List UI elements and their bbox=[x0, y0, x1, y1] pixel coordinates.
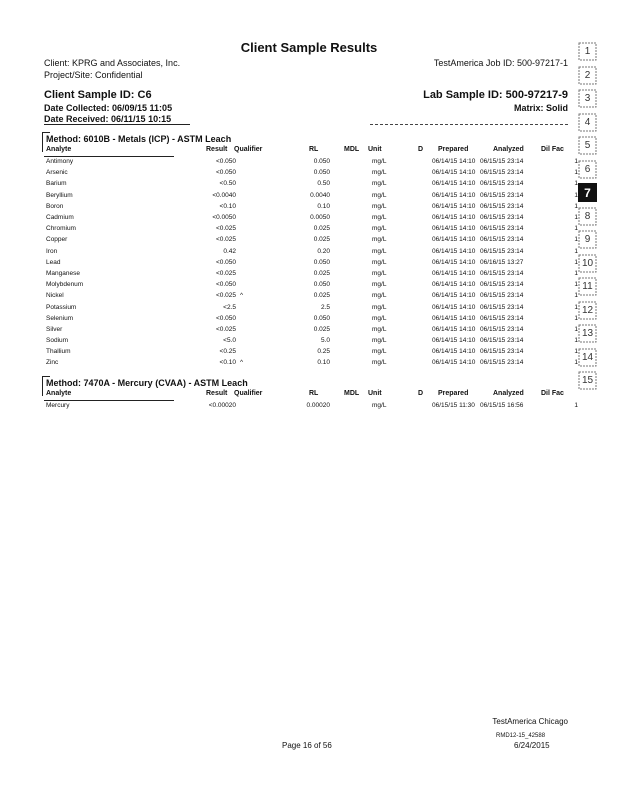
qualifier-cell bbox=[236, 190, 270, 201]
table-row bbox=[44, 346, 578, 357]
table-row bbox=[44, 156, 578, 167]
result-cell: <0.0040 bbox=[212, 191, 236, 199]
rl-cell: 0.025 bbox=[313, 269, 330, 277]
col-qualifier: Qualifier bbox=[234, 146, 263, 153]
dil-fac-cell: 1 bbox=[574, 348, 578, 356]
col-dil-fac: Dil Fac bbox=[541, 146, 564, 153]
mdl-cell bbox=[330, 167, 364, 178]
analyte-cell: Molybdenum bbox=[46, 281, 84, 289]
analyzed-cell: 06/15/15 23:14 bbox=[480, 214, 524, 222]
rl-cell: 2.5 bbox=[320, 303, 330, 311]
analyzed-cell: 06/15/15 23:14 bbox=[480, 225, 524, 233]
analyte-cell: Potassium bbox=[46, 303, 77, 311]
col-prepared: Prepared bbox=[438, 390, 469, 397]
unit-cell: mg/L bbox=[372, 292, 387, 300]
unit-cell: mg/L bbox=[372, 359, 387, 367]
prepared-cell: 06/15/15 11:30 bbox=[432, 402, 475, 410]
mdl-cell bbox=[330, 234, 364, 245]
side-tab-label: 13 bbox=[581, 328, 594, 339]
footer-code: RMD12-15_42588 bbox=[496, 733, 546, 739]
side-tab-6[interactable] bbox=[578, 160, 597, 179]
qualifier-cell bbox=[236, 335, 270, 346]
results-table-mercury bbox=[44, 400, 578, 411]
unit-cell: mg/L bbox=[372, 158, 387, 166]
side-tab-label: 10 bbox=[581, 257, 594, 269]
section-bracket-top bbox=[42, 132, 50, 133]
table-row bbox=[44, 400, 578, 411]
results-table-metals bbox=[44, 156, 578, 369]
analyzed-cell: 06/16/15 13:27 bbox=[480, 258, 524, 266]
table-row bbox=[44, 290, 578, 301]
qualifier-cell bbox=[236, 212, 270, 223]
prepared-cell: 06/14/15 14:10 bbox=[432, 202, 476, 210]
side-tab-label: 1 bbox=[584, 46, 591, 57]
d-cell bbox=[402, 234, 432, 245]
mdl-cell bbox=[330, 156, 364, 167]
table-row bbox=[44, 201, 578, 212]
d-cell bbox=[402, 212, 432, 223]
analyzed-cell: 06/15/15 23:14 bbox=[480, 158, 524, 166]
mdl-cell bbox=[330, 301, 364, 312]
rl-cell: 0.0040 bbox=[310, 191, 330, 199]
col-result: Result bbox=[206, 146, 228, 153]
result-cell: <2.5 bbox=[223, 303, 236, 311]
analyzed-cell: 06/15/15 16:56 bbox=[480, 402, 524, 410]
analyte-cell: Manganese bbox=[46, 269, 80, 277]
unit-cell: mg/L bbox=[372, 325, 387, 333]
d-cell bbox=[402, 167, 432, 178]
side-tab-12[interactable] bbox=[578, 301, 597, 320]
d-cell bbox=[402, 357, 432, 368]
unit-cell: mg/L bbox=[372, 281, 387, 289]
rl-cell: 0.050 bbox=[313, 158, 330, 166]
side-tab-11[interactable] bbox=[578, 277, 597, 296]
analyzed-cell: 06/15/15 23:14 bbox=[480, 348, 524, 356]
footer-lab: TestAmerica Chicago bbox=[492, 717, 568, 726]
side-tab-label: 8 bbox=[584, 210, 591, 222]
rl-cell: 0.050 bbox=[313, 258, 330, 266]
table-row bbox=[44, 301, 578, 312]
col-analyzed: Analyzed bbox=[493, 390, 524, 397]
analyzed-cell: 06/15/15 23:14 bbox=[480, 269, 524, 277]
analyte-cell: Selenium bbox=[46, 314, 74, 322]
side-tab-15[interactable] bbox=[578, 371, 597, 390]
d-cell bbox=[402, 223, 432, 234]
d-cell bbox=[402, 246, 432, 257]
dil-fac-cell: 1 bbox=[574, 236, 578, 244]
result-cell: <0.050 bbox=[215, 258, 236, 266]
side-tab-label: 14 bbox=[581, 351, 594, 363]
result-cell: <0.00020 bbox=[208, 402, 236, 410]
col-analyzed: Analyzed bbox=[493, 146, 524, 153]
rl-cell: 0.10 bbox=[317, 202, 330, 210]
col-analyte: Analyte bbox=[46, 146, 72, 153]
mdl-cell bbox=[330, 279, 364, 290]
unit-cell: mg/L bbox=[372, 202, 387, 210]
d-cell bbox=[402, 301, 432, 312]
side-tab-8[interactable] bbox=[578, 207, 597, 226]
d-cell bbox=[402, 290, 432, 301]
result-cell: <5.0 bbox=[223, 337, 236, 345]
analyte-cell: Antimony bbox=[46, 158, 74, 166]
analyzed-cell: 06/15/15 23:14 bbox=[480, 359, 524, 367]
dil-fac-cell: 1 bbox=[574, 202, 578, 210]
analyte-cell: Sodium bbox=[46, 337, 69, 345]
prepared-cell: 06/14/15 14:10 bbox=[432, 158, 476, 166]
rl-cell: 0.50 bbox=[317, 180, 330, 188]
result-cell: <0.050 bbox=[215, 158, 236, 166]
d-cell bbox=[402, 400, 432, 411]
table-row bbox=[44, 178, 578, 189]
table-row bbox=[44, 324, 578, 335]
mdl-cell bbox=[330, 178, 364, 189]
d-cell bbox=[402, 346, 432, 357]
analyzed-cell: 06/15/15 23:14 bbox=[480, 281, 524, 289]
analyzed-cell: 06/15/15 23:14 bbox=[480, 292, 524, 300]
unit-cell: mg/L bbox=[372, 348, 387, 356]
dil-fac-cell: 1 bbox=[574, 169, 578, 177]
mdl-cell bbox=[330, 212, 364, 223]
mdl-cell bbox=[330, 268, 364, 279]
side-tab-5[interactable] bbox=[578, 136, 597, 155]
prepared-cell: 06/14/15 14:10 bbox=[432, 258, 476, 266]
job-id: TestAmerica Job ID: 500-97217-1 bbox=[433, 58, 568, 68]
mdl-cell bbox=[330, 290, 364, 301]
prepared-cell: 06/14/15 14:10 bbox=[432, 325, 476, 333]
d-cell bbox=[402, 201, 432, 212]
section-bracket bbox=[42, 132, 43, 152]
prepared-cell: 06/14/15 14:10 bbox=[432, 337, 476, 345]
result-cell: <0.025 bbox=[215, 236, 236, 244]
side-tab-7[interactable] bbox=[578, 183, 597, 202]
table-row bbox=[44, 268, 578, 279]
result-cell: <0.10 bbox=[219, 359, 236, 367]
result-cell: <0.0050 bbox=[212, 214, 236, 222]
side-tab-label: 15 bbox=[581, 375, 594, 386]
rl-cell: 0.050 bbox=[313, 169, 330, 177]
prepared-cell: 06/14/15 14:10 bbox=[432, 191, 476, 199]
result-cell: 0.42 bbox=[223, 247, 236, 255]
qualifier-cell bbox=[236, 324, 270, 335]
prepared-cell: 06/14/15 14:10 bbox=[432, 225, 476, 233]
side-tab-label: 7 bbox=[584, 185, 591, 200]
qualifier-cell bbox=[236, 279, 270, 290]
rl-cell: 0.00020 bbox=[306, 402, 330, 410]
qualifier-cell bbox=[236, 301, 270, 312]
unit-cell: mg/L bbox=[372, 247, 387, 255]
side-tab-2[interactable] bbox=[578, 66, 597, 85]
prepared-cell: 06/14/15 14:10 bbox=[432, 214, 476, 222]
col-analyte: Analyte bbox=[46, 390, 72, 397]
analyte-cell: Chromium bbox=[46, 225, 76, 233]
qualifier-cell bbox=[236, 268, 270, 279]
dil-fac-cell: 1 bbox=[574, 314, 578, 322]
analyzed-cell: 06/15/15 23:14 bbox=[480, 314, 524, 322]
divider bbox=[370, 124, 568, 125]
col-unit: Unit bbox=[368, 146, 382, 153]
qualifier-cell bbox=[236, 234, 270, 245]
unit-cell: mg/L bbox=[372, 191, 387, 199]
result-cell: <0.025 bbox=[215, 269, 236, 277]
side-tab-1[interactable] bbox=[578, 42, 597, 61]
side-tab-10[interactable] bbox=[578, 254, 597, 273]
prepared-cell: 06/14/15 14:10 bbox=[432, 281, 476, 289]
client-sample-id: Client Sample ID: C6 bbox=[44, 89, 152, 101]
col-dil-fac: Dil Fac bbox=[541, 390, 564, 397]
dil-fac-cell: 1 bbox=[574, 214, 578, 222]
rl-cell: 0.0050 bbox=[310, 214, 330, 222]
side-tab-14[interactable] bbox=[578, 348, 597, 367]
analyzed-cell: 06/15/15 23:14 bbox=[480, 169, 524, 177]
analyte-cell: Zinc bbox=[46, 359, 59, 367]
prepared-cell: 06/14/15 14:10 bbox=[432, 348, 476, 356]
prepared-cell: 06/14/15 14:10 bbox=[432, 314, 476, 322]
table-row bbox=[44, 190, 578, 201]
col-rl: RL bbox=[309, 146, 319, 153]
mdl-cell bbox=[330, 346, 364, 357]
analyte-cell: Nickel bbox=[46, 292, 64, 300]
dil-fac-cell: 1 bbox=[574, 247, 578, 255]
project-site: Project/Site: Confidential bbox=[44, 70, 143, 80]
side-tab-label: 3 bbox=[584, 93, 591, 104]
side-tab-label: 6 bbox=[584, 163, 591, 175]
analyzed-cell: 06/15/15 23:14 bbox=[480, 191, 524, 199]
prepared-cell: 06/14/15 14:10 bbox=[432, 359, 476, 367]
table-row bbox=[44, 335, 578, 346]
dil-fac-cell: 1 bbox=[574, 269, 578, 277]
table-row bbox=[44, 212, 578, 223]
rl-cell: 0.10 bbox=[317, 359, 330, 367]
page-title: Client Sample Results bbox=[240, 40, 378, 55]
dil-fac-cell: 1 bbox=[574, 191, 578, 199]
prepared-cell: 06/14/15 14:10 bbox=[432, 236, 476, 244]
table-row bbox=[44, 223, 578, 234]
col-prepared: Prepared bbox=[438, 146, 469, 153]
unit-cell: mg/L bbox=[372, 225, 387, 233]
unit-cell: mg/L bbox=[372, 258, 387, 266]
analyzed-cell: 06/15/15 23:14 bbox=[480, 180, 524, 188]
table-row bbox=[44, 257, 578, 268]
analyzed-cell: 06/15/15 23:14 bbox=[480, 303, 524, 311]
dil-fac-cell: 1 bbox=[574, 225, 578, 233]
dil-fac-cell: 1 bbox=[574, 281, 578, 289]
analyte-cell: Barium bbox=[46, 180, 67, 188]
analyte-cell: Iron bbox=[46, 247, 58, 255]
analyzed-cell: 06/15/15 23:14 bbox=[480, 236, 524, 244]
side-tab-3[interactable] bbox=[578, 89, 597, 108]
table-row bbox=[44, 167, 578, 178]
result-cell: <0.050 bbox=[215, 281, 236, 289]
analyte-cell: Lead bbox=[46, 258, 61, 266]
prepared-cell: 06/14/15 14:10 bbox=[432, 269, 476, 277]
footer-page: Page 16 of 56 bbox=[282, 741, 332, 750]
rl-cell: 5.0 bbox=[320, 337, 330, 345]
result-cell: <0.25 bbox=[219, 348, 236, 356]
col-rl: RL bbox=[309, 390, 319, 397]
side-tab-label: 11 bbox=[582, 281, 593, 292]
mdl-cell bbox=[330, 246, 364, 257]
d-cell bbox=[402, 324, 432, 335]
side-tab-label: 5 bbox=[584, 140, 591, 151]
prepared-cell: 06/14/15 14:10 bbox=[432, 169, 476, 177]
qualifier-cell bbox=[236, 257, 270, 268]
unit-cell: mg/L bbox=[372, 169, 387, 177]
date-collected: Date Collected: 06/09/15 11:05 bbox=[44, 103, 173, 113]
prepared-cell: 06/14/15 14:10 bbox=[432, 303, 476, 311]
result-cell: <0.025 bbox=[215, 325, 236, 333]
dil-fac-cell: 1 bbox=[574, 292, 578, 300]
analyte-cell: Mercury bbox=[46, 402, 70, 410]
qualifier-cell bbox=[236, 167, 270, 178]
prepared-cell: 06/14/15 14:10 bbox=[432, 292, 476, 300]
rl-cell: 0.025 bbox=[313, 292, 330, 300]
rl-cell: 0.025 bbox=[313, 325, 330, 333]
table-row bbox=[44, 246, 578, 257]
rl-cell: 0.20 bbox=[317, 247, 330, 255]
mdl-cell bbox=[330, 335, 364, 346]
qualifier-cell bbox=[236, 400, 270, 411]
dil-fac-cell: 1 bbox=[574, 258, 578, 266]
qualifier-cell bbox=[236, 156, 270, 167]
analyte-cell: Boron bbox=[46, 202, 64, 210]
col-unit: Unit bbox=[368, 390, 382, 397]
qualifier-cell bbox=[236, 313, 270, 324]
footer-date: 6/24/2015 bbox=[514, 741, 550, 750]
rl-cell: 0.25 bbox=[317, 348, 330, 356]
dil-fac-cell: 1 bbox=[574, 158, 578, 166]
rl-cell: 0.050 bbox=[313, 281, 330, 289]
d-cell bbox=[402, 335, 432, 346]
col-qualifier: Qualifier bbox=[234, 390, 263, 397]
dil-fac-cell: 1 bbox=[574, 325, 578, 333]
date-received: Date Received: 06/11/15 10:15 bbox=[44, 114, 172, 124]
method-7470a-title: Method: 7470A - Mercury (CVAA) - ASTM Leach bbox=[46, 378, 248, 388]
side-tab-4[interactable] bbox=[578, 113, 597, 132]
qualifier-cell: ^ bbox=[240, 359, 244, 367]
side-tab-label: 9 bbox=[584, 234, 591, 245]
mdl-cell bbox=[330, 324, 364, 335]
rl-cell: 0.050 bbox=[313, 314, 330, 322]
table-row bbox=[44, 313, 578, 324]
analyte-cell: Copper bbox=[46, 236, 68, 244]
result-cell: <0.025 bbox=[215, 225, 236, 233]
result-cell: <0.50 bbox=[219, 180, 236, 188]
method-6010b-title: Method: 6010B - Metals (ICP) - ASTM Leach bbox=[46, 134, 232, 144]
col-d: D bbox=[418, 390, 424, 397]
mdl-cell bbox=[330, 190, 364, 201]
rl-cell: 0.025 bbox=[313, 225, 330, 233]
analyte-cell: Beryllium bbox=[46, 191, 73, 199]
unit-cell: mg/L bbox=[372, 180, 387, 188]
dil-fac-cell: 1 bbox=[574, 402, 578, 410]
qualifier-cell bbox=[236, 223, 270, 234]
unit-cell: mg/L bbox=[372, 214, 387, 222]
qualifier-cell bbox=[236, 346, 270, 357]
analyzed-cell: 06/15/15 23:14 bbox=[480, 325, 524, 333]
mdl-cell bbox=[330, 201, 364, 212]
mdl-cell bbox=[330, 313, 364, 324]
col-mdl: MDL bbox=[344, 390, 360, 397]
side-tab-label: 4 bbox=[584, 116, 591, 128]
dil-fac-cell: 1 bbox=[574, 303, 578, 311]
dil-fac-cell: 1 bbox=[574, 337, 578, 345]
result-cell: <0.050 bbox=[215, 169, 236, 177]
analyzed-cell: 06/15/15 23:14 bbox=[480, 337, 524, 345]
unit-cell: mg/L bbox=[372, 269, 387, 277]
mdl-cell bbox=[330, 257, 364, 268]
section-bracket-top bbox=[42, 376, 50, 377]
section-bracket bbox=[42, 376, 43, 396]
d-cell bbox=[402, 178, 432, 189]
qualifier-cell bbox=[236, 201, 270, 212]
d-cell bbox=[402, 279, 432, 290]
col-mdl: MDL bbox=[344, 146, 360, 153]
unit-cell: mg/L bbox=[372, 402, 387, 410]
table-row bbox=[44, 279, 578, 290]
d-cell bbox=[402, 257, 432, 268]
analyzed-cell: 06/15/15 23:14 bbox=[480, 247, 524, 255]
side-tab-9[interactable] bbox=[578, 230, 597, 249]
qualifier-cell bbox=[236, 246, 270, 257]
table-row bbox=[44, 357, 578, 368]
analyte-cell: Silver bbox=[46, 325, 63, 333]
matrix: Matrix: Solid bbox=[513, 103, 568, 113]
d-cell bbox=[402, 156, 432, 167]
dil-fac-cell: 1 bbox=[574, 180, 578, 188]
qualifier-cell: ^ bbox=[240, 292, 244, 300]
d-cell bbox=[402, 268, 432, 279]
side-tab-label: 12 bbox=[581, 304, 594, 316]
col-result: Result bbox=[206, 390, 228, 397]
qualifier-cell bbox=[236, 178, 270, 189]
divider bbox=[44, 124, 190, 125]
analyte-cell: Thallium bbox=[46, 348, 71, 356]
unit-cell: mg/L bbox=[372, 337, 387, 345]
dil-fac-cell: 1 bbox=[574, 359, 578, 367]
mdl-cell bbox=[330, 223, 364, 234]
result-cell: <0.025 bbox=[215, 292, 236, 300]
result-cell: <0.10 bbox=[219, 202, 236, 210]
rl-cell: 0.025 bbox=[313, 236, 330, 244]
analyte-cell: Arsenic bbox=[46, 169, 68, 177]
side-tab-13[interactable] bbox=[578, 324, 597, 343]
unit-cell: mg/L bbox=[372, 236, 387, 244]
unit-cell: mg/L bbox=[372, 314, 387, 322]
result-cell: <0.050 bbox=[215, 314, 236, 322]
analyzed-cell: 06/15/15 23:14 bbox=[480, 202, 524, 210]
prepared-cell: 06/14/15 14:10 bbox=[432, 247, 476, 255]
mdl-cell bbox=[330, 357, 364, 368]
d-cell bbox=[402, 190, 432, 201]
mdl-cell bbox=[330, 400, 364, 411]
col-d: D bbox=[418, 146, 424, 153]
table-row bbox=[44, 234, 578, 245]
d-cell bbox=[402, 313, 432, 324]
analyte-cell: Cadmium bbox=[46, 214, 74, 222]
prepared-cell: 06/14/15 14:10 bbox=[432, 180, 476, 188]
client-name: Client: KPRG and Associates, Inc. bbox=[44, 58, 181, 68]
side-tab-label: 2 bbox=[584, 69, 591, 81]
lab-sample-id: Lab Sample ID: 500-97217-9 bbox=[423, 89, 568, 101]
unit-cell: mg/L bbox=[372, 303, 387, 311]
